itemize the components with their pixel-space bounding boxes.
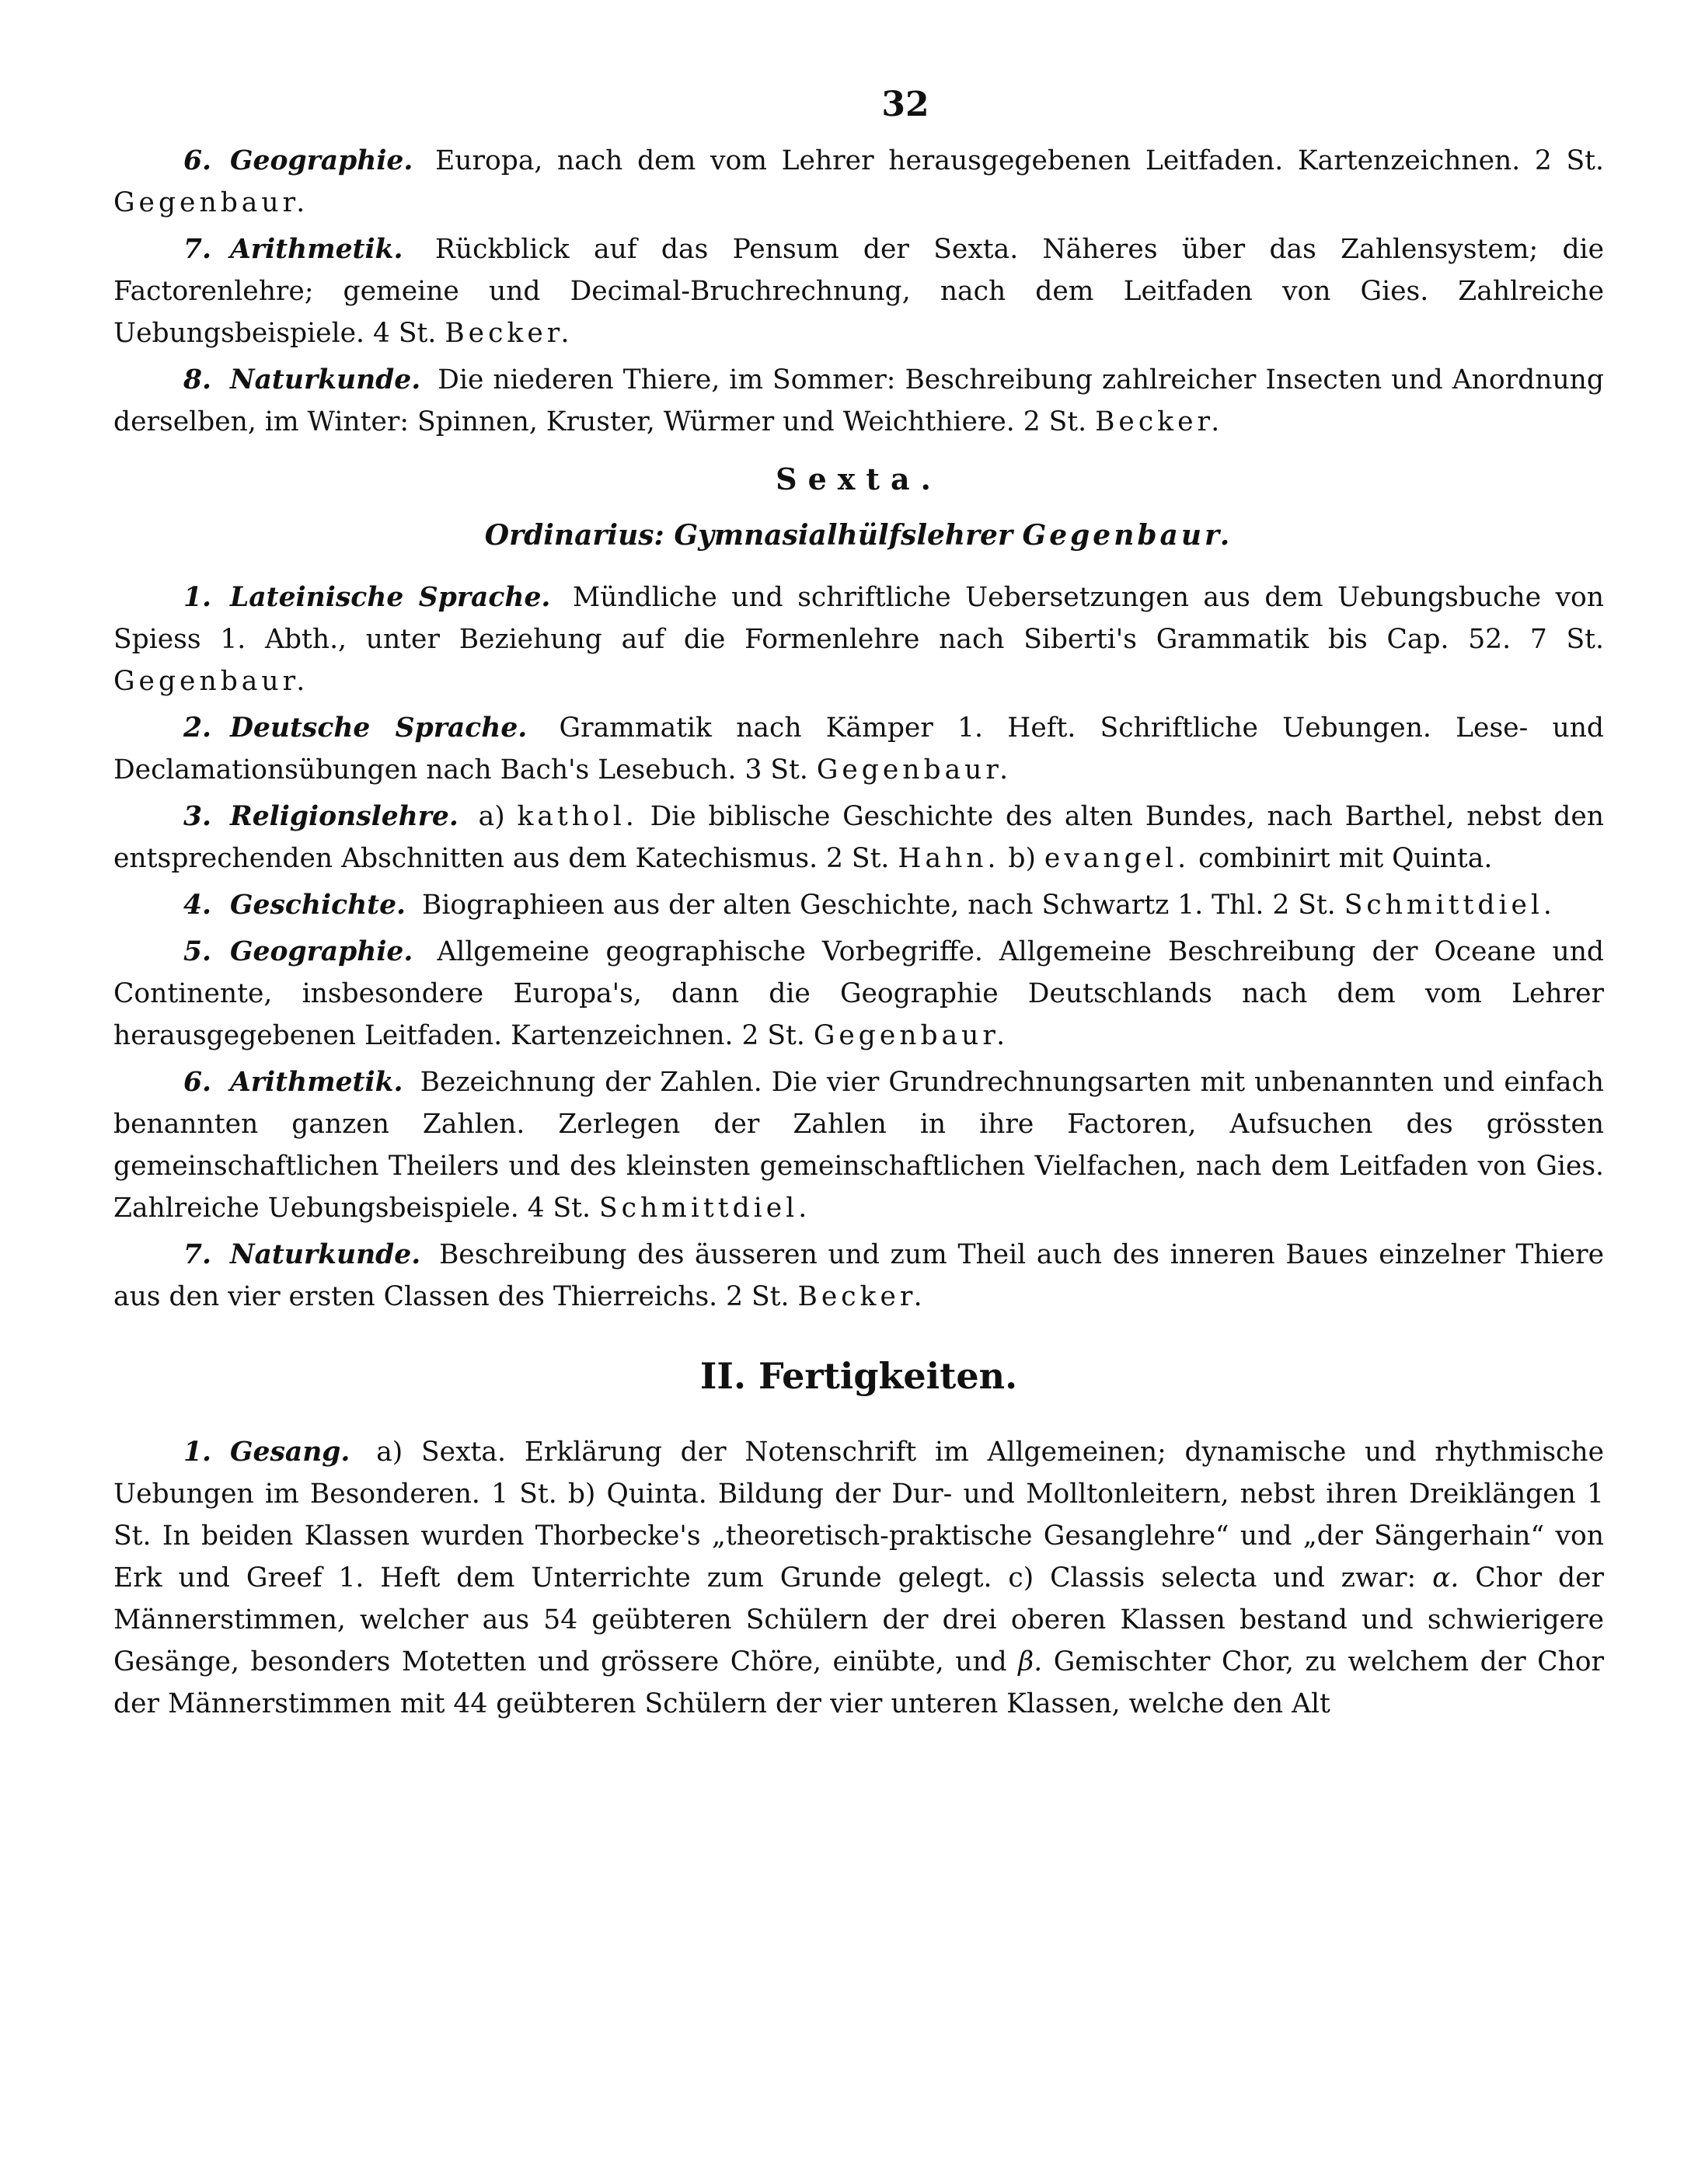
item-number: 6. [183, 1067, 212, 1098]
subject-title: Lateinische Sprache. [230, 582, 551, 613]
page-number: 32 [881, 85, 929, 124]
confession-label: kathol. [517, 801, 638, 832]
teacher-name: Gegenbaur. [816, 754, 1013, 785]
list-item [113, 1431, 1604, 1725]
list-item [113, 140, 1604, 224]
item-text: Rückblick auf das Pensum der Sexta. Näheres über das Zahlensystem; die Factorenlehre; gemeine und Decimal-Bruchrechnung, nach dem Leitfaden von Gies. Zahlreiche Uebungsbeispiele. 4 St. [113, 234, 1604, 349]
item-text: Allgemeine geographische Vorbegriffe. Allgemeine Beschreibung der Oceane und Continente, insbesondere Europa's, dann die Geographie Deutschlands nach dem vom Lehrer herausgegebenen Leitfaden. Kartenzeichnen. 2 St. [113, 936, 1605, 1051]
item-text: Chor der Männerstimmen, welcher aus 54 geübteren Schülern der drei oberen Klassen bestand und schwierigere Gesänge, besonders Motetten und grössere Chöre, einübte, und [113, 1562, 1605, 1677]
list-item [113, 931, 1604, 1057]
item-number: 2. [183, 712, 212, 744]
subject-title: Naturkunde. [230, 364, 421, 395]
ordinarius-role: Gymnasialhülfslehrer [674, 519, 1013, 552]
subject-title: Deutsche Sprache. [230, 712, 528, 744]
item-text: Gemischter Chor, zu welchem der Chor der Männerstimmen mit 44 geübteren Schülern der vier unteren Klassen, welche den Alt [113, 1646, 1604, 1719]
list-item [113, 359, 1604, 443]
item-text: Europa, nach dem vom Lehrer herausgegebenen Leitfaden. Kartenzeichnen. 2 St. [435, 145, 1604, 176]
list-item [113, 576, 1604, 702]
item-text: Biographieen aus der alten Geschichte, nach Schwartz 1. Thl. 2 St. [422, 890, 1336, 921]
item-text: Die niederen Thiere, im Sommer: Beschreibung zahlreicher Insecten und Anordnung derselben, im Winter: Spinnen, Kruster, Würmer und Weichthiere. 2 St. [113, 364, 1604, 437]
subject-title: Arithmetik. [230, 234, 403, 265]
item-text: combinirt mit Quinta. [1198, 843, 1493, 874]
subject-title: Religionslehre. [230, 801, 459, 832]
teacher-name: Becker. [1095, 406, 1224, 437]
teacher-name: Becker. [445, 318, 574, 349]
list-item [113, 707, 1604, 791]
item-text: Bezeichnung der Zahlen. Die vier Grundrechnungsarten mit unbenannten und einfach benannten ganzen Zahlen. Zerlegen der Zahlen in ihre Factoren, Aufsuchen des grössten gemeinschaftlichen Theilers und des kleinsten gemeinschaftlichen Vielfachen, nach dem Leitfaden von Gies. Zahlreiche Uebungsbeispiele. 4 St. [113, 1067, 1604, 1224]
subject-title: Geographie. [230, 145, 413, 176]
section-title-sexta: Sexta. [776, 462, 942, 496]
item-number: 1. [183, 582, 212, 613]
greek-marker: β. [1018, 1646, 1043, 1677]
list-item [113, 1061, 1604, 1229]
item-text: Beschreibung des äusseren und zum Theil auch des inneren Baues einzelner Thiere aus den vier ersten Classen des Thierreichs. 2 St. [113, 1239, 1604, 1312]
option-label: b) [1008, 843, 1036, 874]
teacher-name: Schmittdiel. [598, 1193, 811, 1224]
item-text: Mündliche und schriftliche Uebersetzungen aus dem Uebungsbuche von Spiess 1. Abth., unter Beziehung auf die Formenlehre nach Siberti's Grammatik bis Cap. 52. 7 St. [113, 582, 1605, 655]
item-number: 7. [183, 1239, 212, 1270]
ordinarius-line [113, 513, 1604, 558]
teacher-name: Gegenbaur. [113, 666, 309, 697]
document-page [113, 85, 1604, 1729]
ordinarius-name: Gegenbaur. [1022, 519, 1233, 552]
item-number: 1. [183, 1437, 212, 1468]
list-item [113, 1234, 1604, 1318]
list-item [113, 228, 1604, 354]
list-item [113, 796, 1604, 880]
teacher-name: Schmittdiel. [1344, 890, 1556, 921]
item-text: Die biblische Geschichte des alten Bundes, nach Barthel, nebst den entsprechenden Abschnitten aus dem Katechismus. 2 St. [113, 801, 1605, 874]
part-heading: II. Fertigkeiten. [699, 1355, 1018, 1397]
item-text: Grammatik nach Kämper 1. Heft. Schriftliche Uebungen. Lese- und Declamationsübungen nach Bach's Lesebuch. 3 St. [113, 712, 1605, 785]
item-number: 8. [183, 364, 212, 395]
greek-marker: α. [1432, 1562, 1459, 1594]
subject-title: Geschichte. [230, 890, 406, 921]
ordinarius-label: Ordinarius: [484, 519, 664, 552]
subject-title: Naturkunde. [230, 1239, 421, 1270]
subject-title: Gesang. [230, 1437, 350, 1468]
subject-title: Arithmetik. [230, 1067, 403, 1098]
teacher-name: Becker. [797, 1281, 926, 1312]
teacher-name: Gegenbaur. [113, 187, 309, 218]
option-label: a) [478, 801, 505, 832]
item-text: a) Sexta. Erklärung der Notenschrift im Allgemeinen; dynamische und rhythmische Uebungen im Besonderen. 1 St. b) Quinta. Bildung der Dur- und Molltonleitern, nebst ihren Dreiklängen 1 St. In beiden Klassen wurden Thorbecke's „theoretisch-praktische Gesanglehre“ und „der Sängerhain“ von Erk und Greef 1. Heft dem Unterrichte zum Grunde gelegt. c) Classis selecta und zwar: [113, 1437, 1604, 1594]
item-number: 4. [183, 890, 212, 921]
teacher-name: Gegenbaur. [813, 1020, 1009, 1051]
item-number: 5. [183, 936, 212, 967]
list-item [113, 884, 1604, 926]
confession-label: evangel. [1044, 843, 1191, 874]
item-number: 3. [183, 801, 212, 832]
item-number: 6. [183, 145, 212, 176]
teacher-name: Hahn. [898, 843, 1000, 874]
subject-title: Geographie. [230, 936, 413, 967]
item-number: 7. [183, 234, 212, 265]
